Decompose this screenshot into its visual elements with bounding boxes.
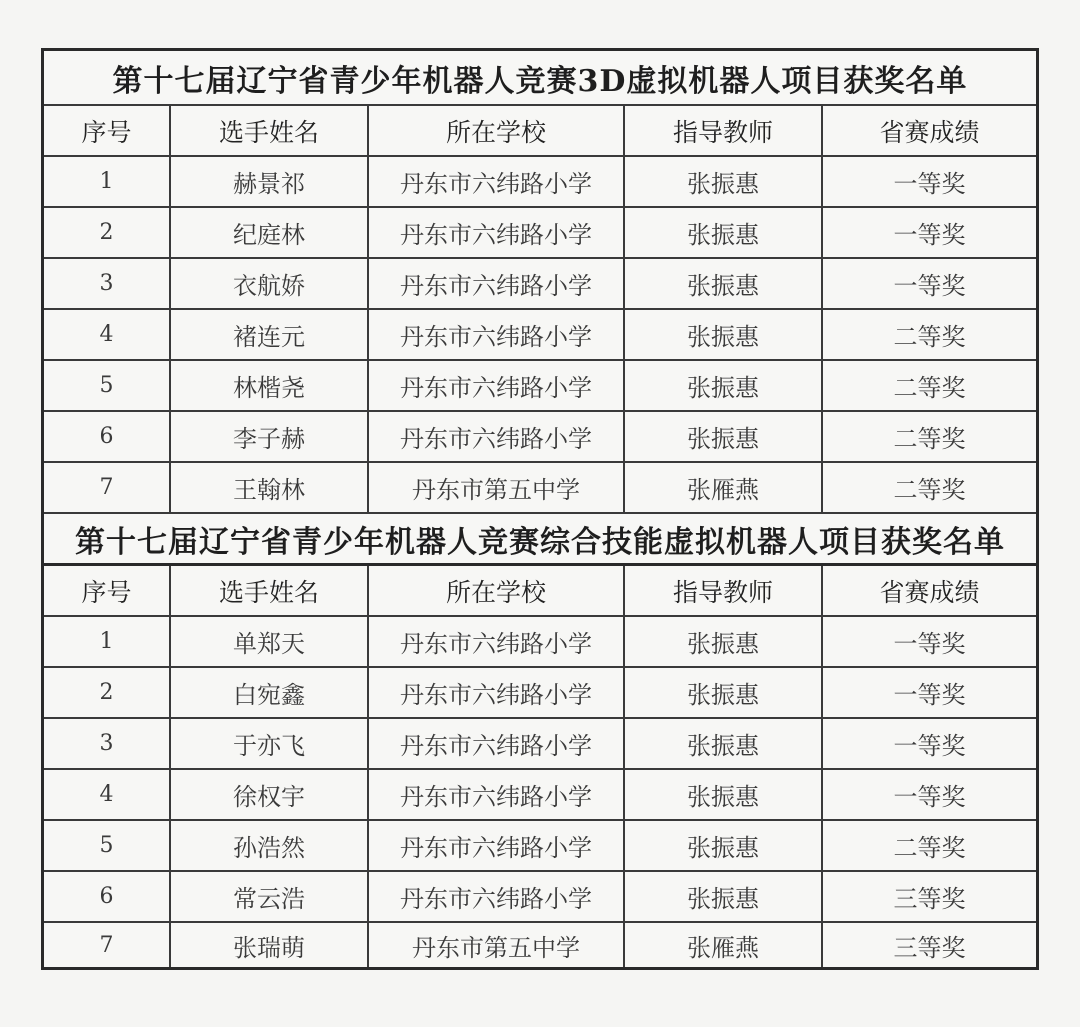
- table1-header-teacher: 指导教师: [625, 106, 823, 155]
- row-result: 三等奖: [893, 885, 966, 913]
- row-teacher: 张雁燕: [625, 923, 823, 967]
- row-teacher: 张振惠: [625, 157, 823, 206]
- row-result: 二等奖: [893, 476, 966, 504]
- row-result: 三等奖: [893, 933, 966, 962]
- award-document: [41, 48, 1039, 970]
- row-index: 2: [44, 208, 171, 257]
- row-index: 5: [44, 821, 171, 870]
- row-result: 一等奖: [893, 170, 966, 198]
- table-row: [44, 821, 1036, 872]
- table-row: [44, 770, 1036, 821]
- row-name: 白宛鑫: [171, 668, 369, 717]
- table1-header-name: 选手姓名: [171, 106, 369, 155]
- table-row: [44, 310, 1036, 361]
- row-teacher: 张振惠: [625, 412, 823, 461]
- row-school: 丹东市六纬路小学: [369, 412, 625, 461]
- row-teacher: 张振惠: [625, 361, 823, 410]
- table-row: [44, 668, 1036, 719]
- row-index: 1: [44, 617, 171, 666]
- table2-header-result: 省赛成绩: [879, 577, 980, 607]
- row-name: 孙浩然: [171, 821, 369, 870]
- row-teacher: 张振惠: [625, 208, 823, 257]
- row-school: 丹东市六纬路小学: [369, 821, 625, 870]
- row-index: 4: [44, 310, 171, 359]
- row-teacher: 张振惠: [625, 872, 823, 921]
- row-result: 二等奖: [893, 323, 966, 351]
- table-row: [44, 923, 1036, 967]
- table-row: [44, 872, 1036, 923]
- row-result: 二等奖: [893, 374, 966, 402]
- table2-title-text: 第十七届辽宁省青少年机器人竞赛综合技能虚拟机器人项目获奖名单: [75, 524, 1005, 560]
- row-school: 丹东市六纬路小学: [369, 719, 625, 768]
- row-teacher: 张振惠: [625, 617, 823, 666]
- row-result: 一等奖: [893, 783, 966, 811]
- table2-header-index: 序号: [44, 566, 171, 615]
- row-name: 赫景祁: [171, 157, 369, 206]
- table2-header-row: [44, 566, 1036, 617]
- row-school: 丹东市六纬路小学: [369, 157, 625, 206]
- row-name: 纪庭林: [171, 208, 369, 257]
- row-index: 7: [44, 923, 171, 967]
- table-row: [44, 361, 1036, 412]
- row-name: 衣航娇: [171, 259, 369, 308]
- table1-header-school: 所在学校: [369, 106, 625, 155]
- row-school: 丹东市六纬路小学: [369, 872, 625, 921]
- row-name: 张瑞萌: [171, 923, 369, 967]
- row-index: 7: [44, 463, 171, 512]
- row-result: 一等奖: [893, 681, 966, 709]
- row-name: 于亦飞: [171, 719, 369, 768]
- row-school: 丹东市六纬路小学: [369, 361, 625, 410]
- table-row: [44, 412, 1036, 463]
- row-name: 李子赫: [171, 412, 369, 461]
- row-teacher: 张振惠: [625, 821, 823, 870]
- row-school: 丹东市六纬路小学: [369, 668, 625, 717]
- row-school: 丹东市六纬路小学: [369, 310, 625, 359]
- row-teacher: 张雁燕: [625, 463, 823, 512]
- row-school: 丹东市第五中学: [369, 923, 625, 967]
- row-name: 林楷尧: [171, 361, 369, 410]
- row-teacher: 张振惠: [625, 770, 823, 819]
- row-name: 王翰林: [171, 463, 369, 512]
- row-index: 1: [44, 157, 171, 206]
- row-result: 一等奖: [893, 630, 966, 658]
- row-name: 徐权宇: [171, 770, 369, 819]
- table2-title: [44, 514, 1036, 566]
- row-name: 褚连元: [171, 310, 369, 359]
- row-name: 单郑天: [171, 617, 369, 666]
- table1-header-index: 序号: [44, 106, 171, 155]
- table2-header-name: 选手姓名: [171, 566, 369, 615]
- table1-title: [44, 51, 1036, 106]
- table-row: [44, 463, 1036, 514]
- row-result: 一等奖: [893, 272, 966, 300]
- row-index: 5: [44, 361, 171, 410]
- table2-header-teacher: 指导教师: [625, 566, 823, 615]
- table1-title-text: 第十七届辽宁省青少年机器人竞赛3D虚拟机器人项目获奖名单: [112, 63, 968, 99]
- table-row: [44, 259, 1036, 310]
- row-index: 3: [44, 259, 171, 308]
- table-row: [44, 208, 1036, 259]
- row-index: 2: [44, 668, 171, 717]
- row-index: 6: [44, 872, 171, 921]
- row-teacher: 张振惠: [625, 668, 823, 717]
- row-school: 丹东市六纬路小学: [369, 259, 625, 308]
- table2-header-school: 所在学校: [369, 566, 625, 615]
- row-school: 丹东市第五中学: [369, 463, 625, 512]
- row-index: 4: [44, 770, 171, 819]
- row-teacher: 张振惠: [625, 719, 823, 768]
- table-row: [44, 617, 1036, 668]
- table-row: [44, 157, 1036, 208]
- table-row: [44, 719, 1036, 770]
- row-school: 丹东市六纬路小学: [369, 208, 625, 257]
- row-teacher: 张振惠: [625, 310, 823, 359]
- row-school: 丹东市六纬路小学: [369, 770, 625, 819]
- row-result: 二等奖: [893, 425, 966, 453]
- row-result: 二等奖: [893, 834, 966, 862]
- table1-header-result: 省赛成绩: [879, 117, 980, 147]
- row-teacher: 张振惠: [625, 259, 823, 308]
- row-result: 一等奖: [893, 221, 966, 249]
- row-school: 丹东市六纬路小学: [369, 617, 625, 666]
- table1-header-row: [44, 106, 1036, 157]
- row-result: 一等奖: [893, 732, 966, 760]
- row-index: 3: [44, 719, 171, 768]
- row-index: 6: [44, 412, 171, 461]
- row-name: 常云浩: [171, 872, 369, 921]
